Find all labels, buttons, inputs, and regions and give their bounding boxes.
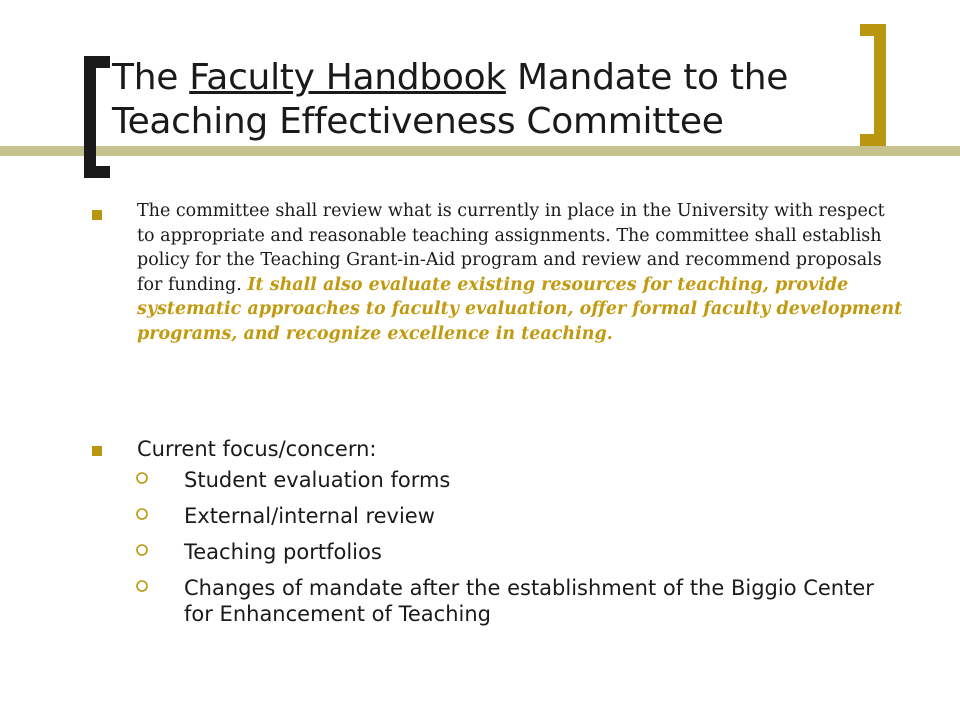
- title-underlined: Faculty Handbook: [189, 57, 506, 98]
- focus-heading: Current focus/concern:: [137, 437, 377, 461]
- list-item: [135, 503, 895, 529]
- circle-bullet-icon: [135, 543, 149, 557]
- list-item-label: Teaching portfolios: [184, 540, 382, 564]
- circle-bullet-icon: [135, 471, 149, 485]
- mandate-highlight: It shall also evaluate existing resources for teaching, provide systematic approaches to faculty evaluation, offer formal faculty development programs, and recognize excellence in teaching.: [137, 274, 903, 344]
- focus-list: [135, 467, 895, 637]
- left-bracket-bottom: [84, 166, 110, 178]
- left-bracket-top: [84, 56, 110, 68]
- list-item-label: Student evaluation forms: [184, 468, 451, 492]
- title-line2: Teaching Effectiveness Committee: [112, 101, 724, 142]
- list-item: [135, 467, 895, 493]
- list-item-label: Changes of mandate after the establishment of the Biggio Center for Enhancement of Teaching: [184, 576, 874, 626]
- list-item: [135, 539, 895, 565]
- bullet-square-icon: [92, 446, 102, 456]
- title-part2: Mandate to the: [505, 57, 789, 98]
- list-item: [135, 575, 895, 627]
- list-item-label: External/internal review: [184, 504, 435, 528]
- right-bracket-top: [860, 24, 886, 36]
- circle-bullet-icon: [135, 507, 149, 521]
- circle-bullet-icon: [135, 579, 149, 593]
- right-bracket: [874, 24, 886, 146]
- left-bracket: [84, 56, 96, 178]
- mandate-paragraph: [137, 199, 907, 346]
- slide-title: [112, 56, 852, 144]
- title-part1: The: [112, 57, 190, 98]
- decorative-olive-bar: [0, 146, 960, 156]
- bullet-square-icon: [92, 210, 102, 220]
- right-bracket-bottom: [860, 134, 886, 146]
- mandate-text: The committee shall review what is currently in place in the University with respect to appropriate and reasonable teaching assignments. The committee shall establish policy for the Teaching Grant-in-Aid program and review and recommend proposals for funding.: [137, 201, 885, 295]
